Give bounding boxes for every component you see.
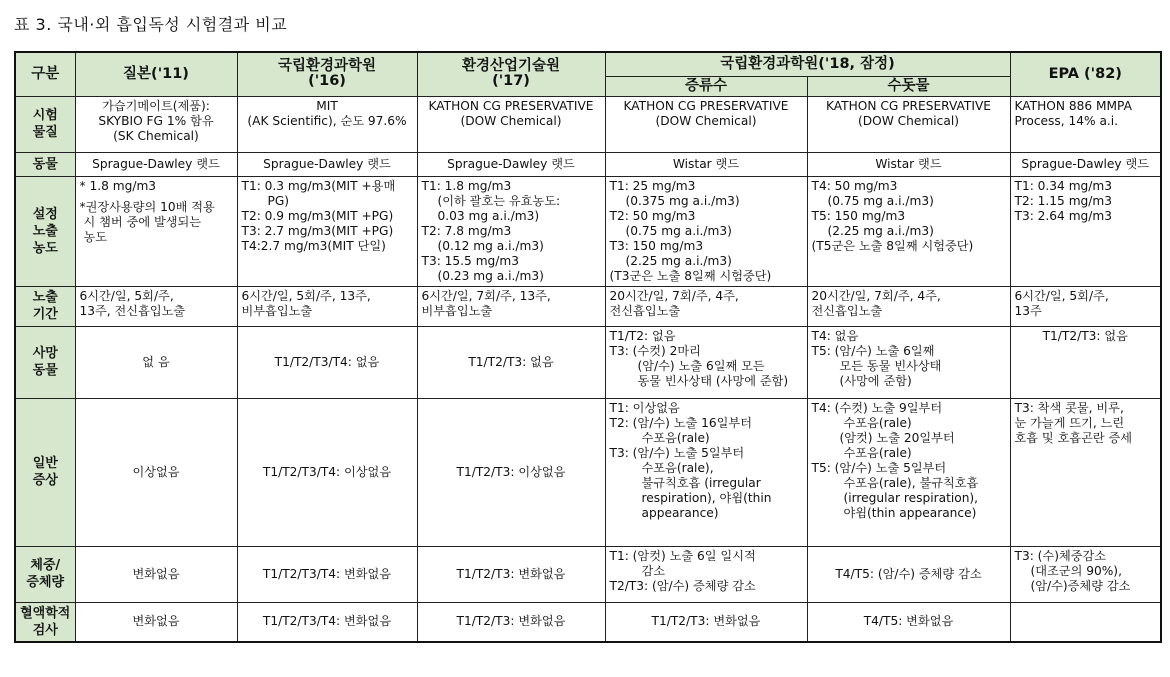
cell-animal-distilled: Wistar 랫드 <box>605 152 807 176</box>
header-tap-water: 수돗물 <box>807 76 1010 96</box>
cell-conc-distilled: T1: 25 mg/m3 (0.375 mg a.i./m3) T2: 50 mg/m3 (0.75 mg a.i./m3) T3: 150 mg/m3 (2.25 mg a.i./m3) (T3군은 노출 8일째 시험중단) <box>605 176 807 286</box>
cell-deaths-distilled: T1/T2: 없음 T3: (수컷) 2마리 (암/수) 노출 6일째 모든 동물 빈사상태 (사망에 준함) <box>605 326 807 398</box>
row-label-substance: 시험 물질 <box>15 96 75 152</box>
table-row <box>15 398 1161 546</box>
cell-deaths-tap: T4: 없음 T5: (암/수) 노출 6일째 모든 동물 빈사상태 (사망에 준함) <box>807 326 1010 398</box>
cell-substance-keiti17: KATHON CG PRESERVATIVE (DOW Chemical) <box>417 96 605 152</box>
header-epa-82: EPA ('82) <box>1010 52 1161 96</box>
cell-conc-tap: T4: 50 mg/m3 (0.75 mg a.i./m3) T5: 150 mg/m3 (2.25 mg a.i./m3) (T5군은 노출 8일째 시험중단) <box>807 176 1010 286</box>
cell-symptoms-tap: T4: (수컷) 노출 9일부터 수포음(rale) (암컷) 노출 20일부터 수포음(rale) T5: (암/수) 노출 5일부터 수포음(rale), 불규칙호흡 (irregular respiration), 야윔(thin appearance) <box>807 398 1010 546</box>
table-caption: 표 3. 국내·외 흡입독성 시험결과 비교 <box>14 15 288 34</box>
cell-symptoms-kcdc: 이상없음 <box>75 398 237 546</box>
cell-blood-kcdc: 변화없음 <box>75 602 237 642</box>
cell-animal-tap: Wistar 랫드 <box>807 152 1010 176</box>
table-row <box>15 96 1161 152</box>
table-row <box>15 546 1161 602</box>
header-distilled-water: 증류수 <box>605 76 807 96</box>
cell-conc-nier16: T1: 0.3 mg/m3(MIT +용매 PG) T2: 0.9 mg/m3(MIT +PG) T3: 2.7 mg/m3(MIT +PG) T4:2.7 mg/m3(MIT 단일) <box>237 176 417 286</box>
cell-deaths-kcdc: 없 음 <box>75 326 237 398</box>
cell-weight-distilled: T1: (암컷) 노출 6일 일시적 감소 T2/T3: (암/수) 증체량 감소 <box>605 546 807 602</box>
table-row <box>15 176 1161 286</box>
cell-blood-nier16: T1/T2/T3/T4: 변화없음 <box>237 602 417 642</box>
table-row <box>15 326 1161 398</box>
cell-substance-nier16: MIT (AK Scientific), 순도 97.6% <box>237 96 417 152</box>
cell-deaths-epa: T1/T2/T3: 없음 <box>1010 326 1161 398</box>
cell-blood-epa <box>1010 602 1161 642</box>
cell-blood-keiti17: T1/T2/T3: 변화없음 <box>417 602 605 642</box>
cell-conc-kcdc: * 1.8 mg/m3 *권장사용량의 10배 적용 시 챔버 중에 발생되는 농도 <box>75 176 237 286</box>
row-label-weight: 체중/ 증체량 <box>15 546 75 602</box>
cell-symptoms-epa: T3: 착색 콧물, 비루, 눈 가늘게 뜨기, 느린 호흡 및 호흡곤란 증세 <box>1010 398 1161 546</box>
cell-period-tap: 20시간/일, 7회/주, 4주, 전신흡입노출 <box>807 286 1010 326</box>
cell-substance-kcdc: 가습기메이트(제품): SKYBIO FG 1% 함유 (SK Chemical) <box>75 96 237 152</box>
cell-period-nier16: 6시간/일, 5회/주, 13주, 비부흡입노출 <box>237 286 417 326</box>
cell-symptoms-keiti17: T1/T2/T3: 이상없음 <box>417 398 605 546</box>
cell-weight-nier16: T1/T2/T3/T4: 변화없음 <box>237 546 417 602</box>
cell-animal-nier16: Sprague-Dawley 랫드 <box>237 152 417 176</box>
row-label-period: 노출 기간 <box>15 286 75 326</box>
cell-conc-keiti17: T1: 1.8 mg/m3 (이하 괄호는 유효농도: 0.03 mg a.i./m3) T2: 7.8 mg/m3 (0.12 mg a.i./m3) T3: 15.5 mg/m3 (0.23 mg a.i./m3) <box>417 176 605 286</box>
cell-animal-kcdc: Sprague-Dawley 랫드 <box>75 152 237 176</box>
header-keiti-17: 환경산업기술원 ('17) <box>417 52 605 96</box>
row-label-concentration: 설정 노출 농도 <box>15 176 75 286</box>
cell-weight-kcdc: 변화없음 <box>75 546 237 602</box>
comparison-table <box>14 51 1162 643</box>
cell-weight-keiti17: T1/T2/T3: 변화없음 <box>417 546 605 602</box>
cell-period-keiti17: 6시간/일, 7회/주, 13주, 비부흡입노출 <box>417 286 605 326</box>
row-label-blood: 혈액학적 검사 <box>15 602 75 642</box>
cell-substance-epa: KATHON 886 MMPA Process, 14% a.i. <box>1010 96 1161 152</box>
header-nier-16: 국립환경과학원 ('16) <box>237 52 417 96</box>
cell-animal-keiti17: Sprague-Dawley 랫드 <box>417 152 605 176</box>
cell-symptoms-distilled: T1: 이상없음 T2: (암/수) 노출 16일부터 수포음(rale) T3: (암/수) 노출 5일부터 수포음(rale), 불규칙호흡 (irregular respiration), 야윔(thin appearance) <box>605 398 807 546</box>
header-nier-18: 국립환경과학원('18, 잠정) <box>605 52 1010 76</box>
row-label-symptoms: 일반 증상 <box>15 398 75 546</box>
cell-symptoms-nier16: T1/T2/T3/T4: 이상없음 <box>237 398 417 546</box>
cell-substance-tap: KATHON CG PRESERVATIVE (DOW Chemical) <box>807 96 1010 152</box>
row-label-deaths: 사망 동물 <box>15 326 75 398</box>
table-row <box>15 152 1161 176</box>
cell-deaths-nier16: T1/T2/T3/T4: 없음 <box>237 326 417 398</box>
header-kcdc: 질본('11) <box>75 52 237 96</box>
header-category: 구분 <box>15 52 75 96</box>
table-row <box>15 286 1161 326</box>
cell-blood-distilled: T1/T2/T3: 변화없음 <box>605 602 807 642</box>
cell-weight-epa: T3: (수)체중감소 (대조군의 90%), (암/수)증체량 감소 <box>1010 546 1161 602</box>
cell-period-kcdc: 6시간/일, 5회/주, 13주, 전신흡입노출 <box>75 286 237 326</box>
cell-period-epa: 6시간/일, 5회/주, 13주 <box>1010 286 1161 326</box>
cell-blood-tap: T4/T5: 변화없음 <box>807 602 1010 642</box>
row-label-animal: 동물 <box>15 152 75 176</box>
table-row <box>15 602 1161 642</box>
cell-deaths-keiti17: T1/T2/T3: 없음 <box>417 326 605 398</box>
cell-conc-epa: T1: 0.34 mg/m3 T2: 1.15 mg/m3 T3: 2.64 mg/m3 <box>1010 176 1161 286</box>
cell-period-distilled: 20시간/일, 7회/주, 4주, 전신흡입노출 <box>605 286 807 326</box>
cell-substance-distilled: KATHON CG PRESERVATIVE (DOW Chemical) <box>605 96 807 152</box>
cell-weight-tap: T4/T5: (암/수) 증체량 감소 <box>807 546 1010 602</box>
cell-animal-epa: Sprague-Dawley 랫드 <box>1010 152 1161 176</box>
